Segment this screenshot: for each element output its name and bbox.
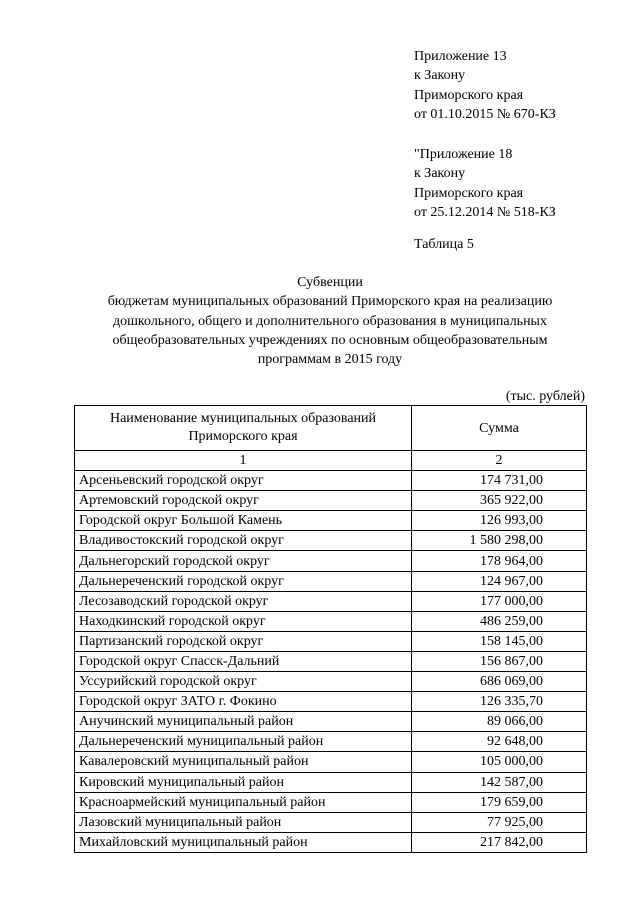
municipality-name: Лазовский муниципальный район — [75, 812, 412, 832]
appendix-line: Приморского края — [414, 185, 524, 201]
title-line: дошкольного, общего и дополнительного образования в муниципальных — [113, 313, 547, 329]
subvention-amount: 77 925,00 — [412, 812, 587, 832]
appendix-line: Приложение 13 — [414, 49, 507, 64]
title-line: бюджетам муниципальных образований Приморского края на реализацию — [107, 294, 553, 310]
subvention-amount: 126 335,70 — [412, 692, 587, 712]
table-row — [75, 611, 587, 631]
subvention-amount: 365 922,00 — [412, 491, 587, 511]
subvention-amount: 92 648,00 — [412, 732, 587, 752]
table-header-row — [75, 406, 587, 451]
subvention-amount: 174 731,00 — [412, 471, 587, 491]
subvention-amount: 486 259,00 — [412, 611, 587, 631]
appendix-line: "Приложение 18 — [414, 147, 513, 162]
table-row — [75, 672, 587, 692]
subvention-amount: 124 967,00 — [412, 571, 587, 591]
title-line: программам в 2015 году — [257, 352, 403, 368]
municipality-name: Находкинский городской округ — [75, 611, 412, 631]
subvention-amount: 89 066,00 — [412, 712, 587, 732]
municipality-name: Владивостокский городской округ — [75, 531, 412, 551]
subvention-amount: 105 000,00 — [412, 752, 587, 772]
table-body — [75, 471, 587, 853]
table-row — [75, 591, 587, 611]
subventions-table — [74, 405, 587, 853]
table-row — [75, 551, 587, 571]
table-row — [75, 812, 587, 832]
table-row — [75, 832, 587, 852]
subvention-amount: 142 587,00 — [412, 772, 587, 792]
municipality-name: Городской округ Большой Камень — [75, 511, 412, 531]
table-row — [75, 571, 587, 591]
table-row — [75, 631, 587, 651]
units-label: (тыс. рублей) — [505, 389, 585, 404]
subvention-amount: 177 000,00 — [412, 591, 587, 611]
subvention-amount: 156 867,00 — [412, 651, 587, 671]
table-row — [75, 651, 587, 671]
appendix-reference-original — [414, 145, 556, 223]
appendix-line: от 25.12.2014 № 518-КЗ — [414, 205, 556, 221]
municipality-name: Городской округ ЗАТО г. Фокино — [75, 692, 412, 712]
table-row — [75, 772, 587, 792]
column-number: 2 — [412, 451, 587, 471]
subvention-amount: 126 993,00 — [412, 511, 587, 531]
subvention-amount: 217 842,00 — [412, 832, 587, 852]
municipality-name: Уссурийский городской округ — [75, 672, 412, 692]
subvention-amount: 686 069,00 — [412, 672, 587, 692]
appendix-line: от 01.10.2015 № 670-КЗ — [414, 107, 556, 123]
municipality-name: Дальнегорский городской округ — [75, 551, 412, 571]
municipality-name: Арсеньевский городской округ — [75, 471, 412, 491]
subvention-amount: 1 580 298,00 — [412, 531, 587, 551]
municipality-name: Дальнереченский муниципальный район — [75, 732, 412, 752]
municipality-name: Лесозаводский городской округ — [75, 591, 412, 611]
table-number: Таблица 5 — [414, 237, 474, 252]
appendix-line: к Закону — [414, 68, 466, 84]
municipality-name: Красноармейский муниципальный район — [75, 792, 412, 812]
subvention-amount: 178 964,00 — [412, 551, 587, 571]
municipality-name: Артемовский городской округ — [75, 491, 412, 511]
municipality-name: Партизанский городской округ — [75, 631, 412, 651]
table-row — [75, 511, 587, 531]
column-number: 1 — [75, 451, 412, 471]
municipality-name: Дальнереченский городской округ — [75, 571, 412, 591]
table-row — [75, 712, 587, 732]
table-row — [75, 531, 587, 551]
column-number-row — [75, 451, 587, 471]
document-title — [60, 273, 600, 369]
table-row — [75, 491, 587, 511]
title-line: общеобразовательных учреждениях по основным общеобразовательным — [112, 332, 548, 348]
appendix-line: Приморского края — [414, 87, 524, 103]
municipality-name: Городской округ Спасск-Дальний — [75, 651, 412, 671]
header-sum: Сумма — [412, 406, 587, 451]
municipality-name: Михайловский муниципальный район — [75, 832, 412, 852]
table-row — [75, 471, 587, 491]
municipality-name: Кировский муниципальный район — [75, 772, 412, 792]
table-row — [75, 752, 587, 772]
municipality-name: Анучинский муниципальный район — [75, 712, 412, 732]
appendix-line: к Закону — [414, 166, 466, 182]
table-row — [75, 792, 587, 812]
appendix-reference-current — [414, 47, 556, 125]
table-row — [75, 732, 587, 752]
title-line: Субвенции — [297, 275, 363, 290]
subvention-amount: 179 659,00 — [412, 792, 587, 812]
header-name: Наименование муниципальных образований Приморского края — [75, 406, 412, 451]
municipality-name: Кавалеровский муниципальный район — [75, 752, 412, 772]
table-row — [75, 692, 587, 712]
subvention-amount: 158 145,00 — [412, 631, 587, 651]
